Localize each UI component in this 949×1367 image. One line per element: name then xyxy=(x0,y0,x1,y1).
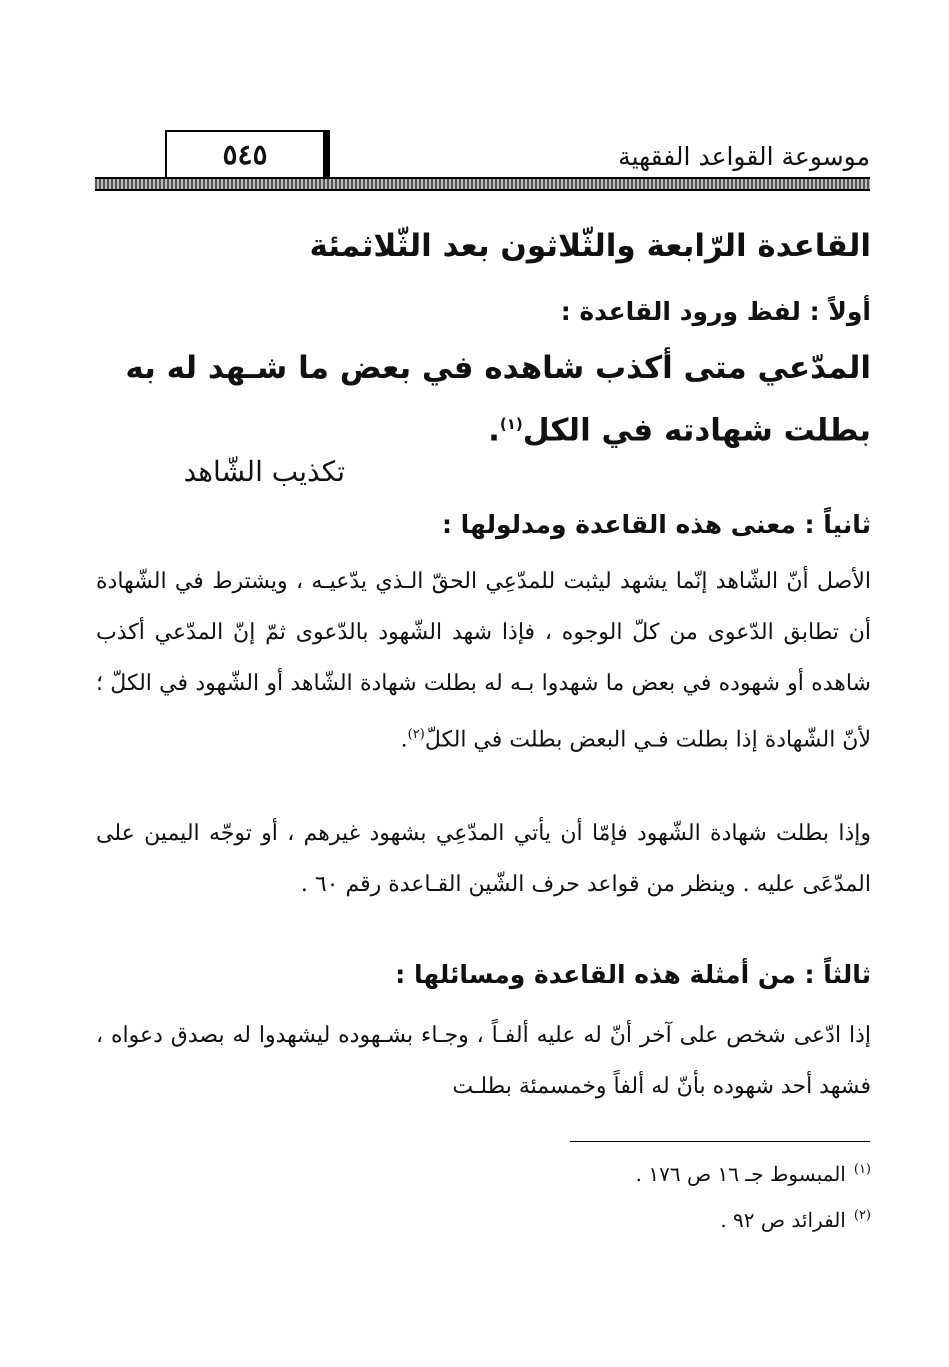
page-header xyxy=(95,120,870,190)
footnote-ref-1[interactable]: (١) xyxy=(499,415,523,433)
footnote-1-number: (١) xyxy=(853,1162,871,1178)
footnote-2-number: (٢) xyxy=(853,1208,871,1224)
rule-heading: القاعدة الرّابعة والثّلاثون بعد الثّلاثمئة xyxy=(309,228,871,264)
paragraph-continuation: وإذا بطلت شهادة الشّهود فإمّا أن يأتي المدّعِي بشهود غيرهم ، أو توجّه اليمين على المدّعَى عليه . وينظر من قواعد حرف الشّين القـاعدة رقم ٦٠ . xyxy=(96,821,871,897)
book-title: موسوعة القواعد الفقهية xyxy=(618,142,870,171)
footnote-1-text: المبسوط جـ ١٦ ص ١٧٦ . xyxy=(635,1162,846,1186)
rule-line-1: المدّعي متى أكذب شاهده في بعض ما شـهد له به xyxy=(125,350,871,386)
section-title-2: ثانياً : معنى هذه القاعدة ومدلولها : xyxy=(441,510,871,539)
section-title-3: ثالثاً : من أمثلة هذه القاعدة ومسائلها : xyxy=(395,960,871,989)
footnote-divider xyxy=(570,1141,870,1142)
rule-line-2-text: بطلت شهادته في الكل xyxy=(522,412,871,449)
paragraph-example: إذا ادّعى شخص على آخر أنّ له عليه ألفـاً ، وجـاء بشـهوده ليشهدوا له بصدق دعواه ، فشهد أحد شهوده بأنّ له ألفاً وخمسمئة بطلـت xyxy=(96,1023,871,1099)
rule-line-2-end: . xyxy=(488,412,500,449)
section-title-1: أولاً : لفظ ورود القاعدة : xyxy=(560,297,871,326)
rule-line-2 xyxy=(96,396,871,458)
footnote-2-text: الفرائد ص ٩٢ . xyxy=(720,1208,846,1232)
footnote-2 xyxy=(720,1208,871,1232)
header-divider xyxy=(95,177,870,191)
paragraph-meaning xyxy=(96,556,871,765)
footnote-1 xyxy=(636,1162,871,1186)
rule-statement xyxy=(96,340,871,458)
paragraph-meaning-end: . xyxy=(400,727,408,753)
page-number: ٥٤٥ xyxy=(165,130,330,178)
paragraph-meaning-text: الأصل أنّ الشّاهد إنّما يشهد ليثبت للمدّعِي الحقّ الـذي يدّعيـه ، ويشترط في الشّهادة أن تطابق الدّعوى من كلّ الوجوه ، فإذا شهد الشّهود بالدّعوى ثمّ إنّ المدّعي أكذب شاهده أو شهوده في بعض ما شهدوا بـه له بطلت شهادة الشّاهد أو الشّهود في الكلّ ؛ لأنّ الشّهادة إذا بطلت فـي البعض بطلت في الكلّ xyxy=(96,569,871,753)
keyword-label: تكذيب الشّاهد xyxy=(183,455,345,488)
footnote-ref-2[interactable]: (٢) xyxy=(407,727,425,742)
